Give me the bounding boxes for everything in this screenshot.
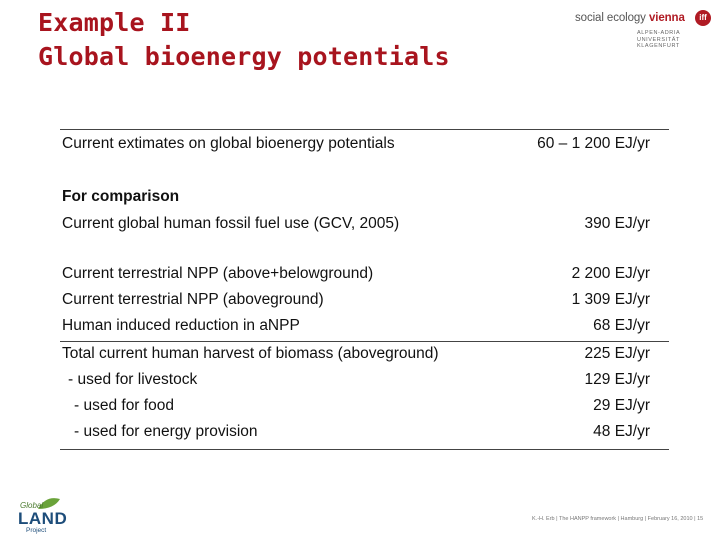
global-land-project-logo [6,497,66,537]
row-label: Current global human fossil fuel use (GCV, 2005) [62,215,400,232]
title-line-1: Example II [38,8,191,37]
row-label: - used for food [74,397,174,414]
row-value: 390 EJ/yr [584,215,650,232]
logo-university [637,30,707,50]
row-label: - used for livestock [68,371,198,388]
title-line-2: Global bioenergy potentials [38,42,450,71]
row-value: 129 EJ/yr [584,371,650,388]
row-label: Current extimates on global bioenergy potentials [62,135,395,152]
logo-brand-prefix: social ecology [575,12,649,24]
row-value: 2 200 EJ/yr [571,265,650,282]
table-header-row [62,133,650,155]
row-value: 29 EJ/yr [593,397,650,414]
global-land-project: Project [26,527,47,534]
global-land-land: LAND [18,509,68,528]
comparison-heading [62,186,650,208]
logo-sub-line: UNIVERSITÄT [637,36,680,43]
table-top-rule [60,129,669,130]
footer-citation: K.-H. Erb | The HANPP framework | Hamburg | February 16, 2010 | 15 [532,516,704,522]
social-ecology-vienna-logo [575,10,715,54]
comparison-heading-label: For comparison [62,188,180,205]
logo-brand-city: vienna [648,12,685,24]
logo-sub-line: ALPEN-ADRIA [637,30,681,36]
table-mid-rule [60,341,669,342]
row-value: 225 EJ/yr [584,345,650,362]
global-land-global: Global [20,501,44,510]
table-row [62,315,650,337]
table-row [62,421,650,443]
slide-title [38,6,450,74]
table-row [62,369,650,391]
logo-sub-line: KLAGENFURT [637,43,680,49]
table-row [62,213,650,235]
iff-badge-icon: iff [695,10,711,26]
row-value: 68 EJ/yr [593,317,650,334]
row-value: 60 – 1 200 EJ/yr [537,135,650,152]
table-row [62,343,650,365]
row-label: - used for energy provision [74,423,258,440]
row-label: Current terrestrial NPP (above+belowground) [62,265,374,282]
table-bottom-rule [60,449,669,450]
table-row [62,263,650,285]
row-value: 1 309 EJ/yr [571,291,650,308]
row-label: Total current human harvest of biomass (aboveground) [62,345,439,362]
row-value: 48 EJ/yr [593,423,650,440]
logo-brand [575,12,685,24]
row-label: Current terrestrial NPP (aboveground) [62,291,324,308]
table-row [62,395,650,417]
table-row [62,289,650,311]
row-label: Human induced reduction in aNPP [62,317,300,334]
